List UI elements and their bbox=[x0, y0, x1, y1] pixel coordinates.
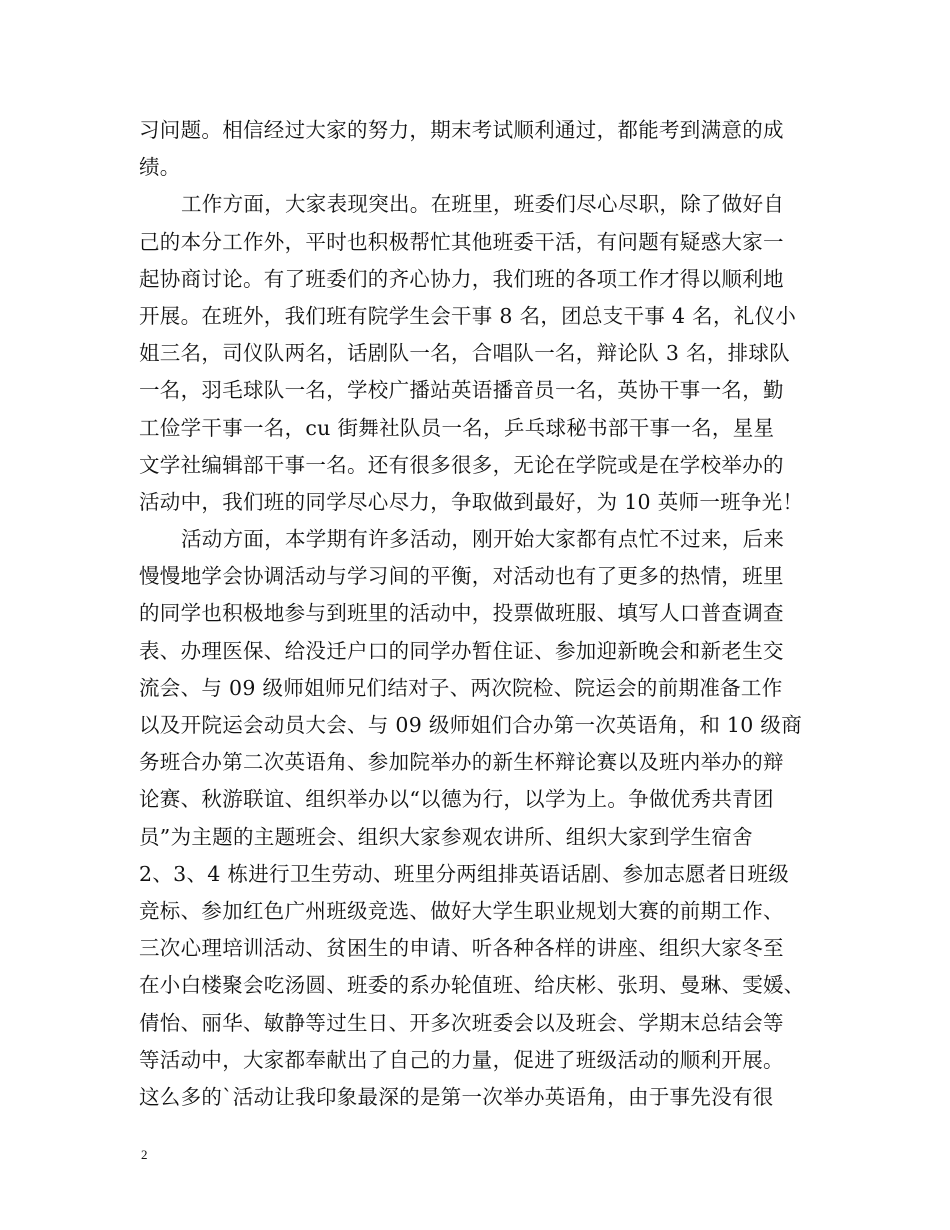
text-line: 姐三名，司仪队两名，话剧队一名，合唱队一名，辩论队 3 名，排球队 bbox=[139, 341, 790, 366]
text-line: 工俭学干事一名，cu 街舞社队员一名，乒乓球秘书部干事一名，星星 bbox=[139, 415, 775, 440]
text-line: 流会、与 09 级师姐师兄们结对子、两次院检、院运会的前期准备工作 bbox=[139, 675, 783, 700]
text-line: 以及开院运会动员大会、与 09 级师姐们合办第一次英语角，和 10 级商 bbox=[139, 713, 803, 737]
document-body bbox=[139, 112, 829, 1116]
text-line: 论赛、秋游联谊、组织举办以“以德为行，以学为上。争做优秀共青团 bbox=[139, 787, 774, 812]
text-line: 习问题。相信经过大家的努力，期末考试顺利通过，都能考到满意的成 bbox=[139, 118, 784, 142]
paragraph-start-line: 工作方面，大家表现突出。在班里，班委们尽心尽职，除了做好自 bbox=[181, 192, 785, 217]
page-number: 2 bbox=[141, 1147, 148, 1162]
text-line: 开展。在班外，我们班有院学生会干事 8 名，团总支干事 4 名，礼仪小 bbox=[139, 303, 797, 328]
text-line: 己的本分工作外，平时也积极帮忙其他班委干活，有问题有疑惑大家一 bbox=[139, 229, 784, 254]
text-line: 的同学也积极地参与到班里的活动中，投票做班服、填写人口普查调查 bbox=[139, 601, 784, 626]
text-line: 绩。 bbox=[139, 155, 181, 180]
text-line: 等活动中，大家都奉献出了自己的力量，促进了班级活动的顺利开展。 bbox=[139, 1047, 784, 1072]
text-line: 一名，羽毛球队一名，学校广播站英语播音员一名，英协干事一名，勤 bbox=[139, 378, 784, 403]
paragraph-start-line: 活动方面，本学期有许多活动，刚开始大家都有点忙不过来，后来 bbox=[181, 527, 785, 552]
text-line: 三次心理培训活动、贫困生的申请、听各种各样的讲座、组织大家冬至 bbox=[139, 936, 784, 961]
text-line: 起协商讨论。有了班委们的齐心协力，我们班的各项工作才得以顺利地 bbox=[139, 266, 784, 291]
text-line: 慢慢地学会协调活动与学习间的平衡，对活动也有了更多的热情，班里 bbox=[139, 564, 784, 589]
text-line: 务班合办第二次英语角、参加院举办的新生杯辩论赛以及班内举办的辩 bbox=[139, 750, 784, 775]
text-line: 竞标、参加红色广州班级竞选、做好大学生职业规划大赛的前期工作、 bbox=[139, 898, 784, 923]
text-line: 倩怡、丽华、敏静等过生日、开多次班委会以及班会、学期末总结会等 bbox=[139, 1010, 784, 1035]
text-line: 在小白楼聚会吃汤圆、班委的系办轮值班、给庆彬、张玥、曼琳、雯媛、 bbox=[139, 973, 805, 998]
text-line: 员”为主题的主题班会、组织大家参观农讲所、组织大家到学生宿舍 bbox=[139, 824, 753, 849]
text-line: 表、办理医保、给没迁户口的同学办暂住证、参加迎新晚会和新老生交 bbox=[139, 638, 784, 663]
text-line: 文学社编辑部干事一名。还有很多很多，无论在学院或是在学校举办的 bbox=[139, 452, 784, 477]
text-line: 2、3、4 栋进行卫生劳动、班里分两组排英语话剧、参加志愿者日班级 bbox=[139, 861, 790, 886]
text-line: 活动中，我们班的同学尽心尽力，争取做到最好，为 10 英师一班争光！ bbox=[139, 489, 804, 514]
text-line: 这么多的`活动让我印象最深的是第一次举办英语角，由于事先没有很 bbox=[139, 1084, 774, 1109]
